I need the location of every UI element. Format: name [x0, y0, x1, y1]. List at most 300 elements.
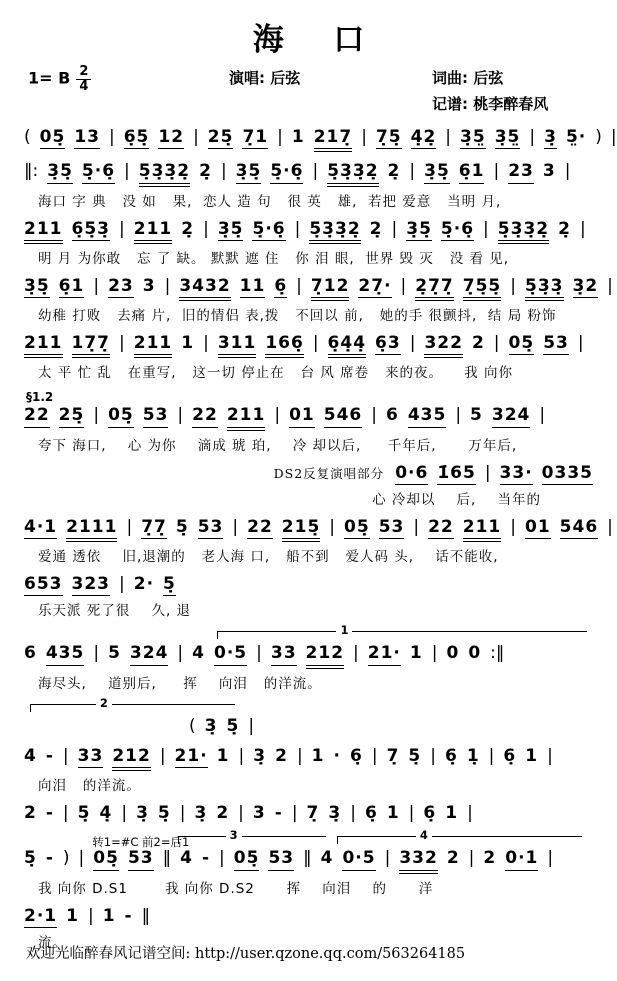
note-group: 3 [252, 803, 266, 823]
note-group: 546 [324, 405, 363, 427]
note-group: 05̣ [40, 127, 66, 149]
note-group: 6 [385, 405, 399, 426]
note-group: 2 [446, 848, 460, 869]
notes-row [24, 643, 593, 668]
note-group: 311 [218, 333, 257, 358]
notes-row [24, 463, 593, 485]
lyrics-row: 乐天派 死了很 久, 退 [38, 603, 192, 620]
barline: | [126, 516, 133, 537]
note-group: 2 [275, 745, 288, 766]
score-line-11 [24, 746, 593, 794]
barline: | [610, 127, 617, 147]
barline: | [238, 803, 244, 823]
note-group: 4̣2̣ [411, 127, 437, 149]
note-group: - [45, 803, 54, 823]
time-signature [76, 65, 91, 93]
barline: | [539, 405, 546, 426]
note-group: 01 [289, 405, 315, 427]
barline: | [408, 803, 415, 823]
note-group: 7̣ [386, 745, 400, 766]
note-group: 3̣5̣ [424, 161, 450, 183]
lyrics-row: 我 向你 D.S1 我 向你 D.S2 挥 向泪 的 洋 [38, 880, 434, 897]
credit-performer [229, 67, 300, 88]
key-signature [28, 65, 91, 93]
barline: | [119, 574, 125, 594]
barline: | [577, 333, 584, 353]
note-group: 4 [320, 848, 334, 869]
note-group: 1 [386, 803, 400, 823]
note-group: 12 [158, 127, 184, 149]
note-group: 5̣·6̣ [441, 219, 474, 241]
notes-row [24, 906, 593, 928]
composer-name: 后弦 [473, 69, 504, 87]
barline: | [312, 161, 319, 182]
volta-number: 4 [416, 829, 432, 842]
barline: | [329, 516, 336, 537]
lyrics-row: 向泪 的洋流。 [38, 778, 141, 794]
note-group: 6̣ [423, 803, 437, 823]
note-group: 53 [543, 333, 569, 355]
notes-row [24, 516, 613, 542]
note-group: 2̣7̣7̣ [415, 276, 454, 301]
note-group: 211 [134, 219, 173, 244]
note-group: 5 [470, 405, 483, 426]
note-group: 322 [424, 333, 463, 358]
barline: ‖ [141, 905, 151, 926]
note-group: 7̣12 [311, 276, 350, 301]
note-group: 05̣ [93, 848, 119, 870]
note-group: 3̣ [328, 803, 342, 823]
key-label: 1= B [28, 68, 71, 88]
lyrics-row: 明 月 为你敢 忘 了 缺。 默默 遮 住 你 泪 眼, 世界 毁 灭 没 看 见, [38, 250, 510, 267]
volta-bracket-2 [30, 695, 235, 712]
note-group: 3̣5̣ [406, 219, 432, 241]
barline: | [219, 848, 225, 869]
note-group: ( [189, 715, 196, 736]
score-line-12 [24, 803, 593, 824]
score-line-8 [24, 574, 593, 619]
note-group: 6̣4̣4̣ [328, 333, 367, 358]
note-group: 0·1 [505, 848, 538, 870]
barline: | [371, 405, 377, 426]
barline: | [203, 218, 209, 239]
barline: | [220, 161, 227, 182]
note-group: 05̣ [509, 333, 535, 355]
volta-number: 1 [336, 624, 352, 637]
barline: | [177, 405, 184, 426]
note-group: - [45, 848, 54, 869]
note-group: 21· [368, 643, 401, 665]
note-group: 6̣5̣ [124, 127, 150, 149]
note-group: 0·5 [214, 643, 247, 665]
barline: | [159, 745, 166, 766]
score-line-2 [24, 219, 593, 267]
note-group: 6̣ [274, 276, 287, 298]
score-line-5 [24, 390, 593, 453]
lyrics-row: 海口 字 典 没 如 果, 恋人 造 句 很 英 雄, 若把 爱意 当明 月, [38, 193, 502, 210]
barline: | [430, 745, 436, 766]
note-group: 1 [181, 333, 195, 353]
note-group: 1 [409, 643, 423, 664]
barline: | [529, 127, 536, 147]
note-group: 5̣ [408, 745, 422, 766]
note-group: 2̣ [558, 218, 571, 239]
note-group: 53 [268, 848, 294, 870]
meta-row [24, 63, 593, 121]
notes-row [24, 275, 613, 301]
barline: | [468, 848, 475, 869]
barline: ‖: [24, 161, 39, 182]
barline: | [467, 803, 473, 823]
note-group: 211 [24, 219, 63, 244]
note-group: 1 [291, 127, 305, 147]
barline: | [108, 127, 115, 147]
barline: | [484, 462, 491, 483]
note-group: 27̣· [358, 276, 391, 298]
note-group: 211 [24, 333, 63, 358]
note-group: 0·5 [342, 848, 375, 870]
note-group: 211 [463, 517, 502, 542]
barline: | [119, 333, 125, 353]
note-group: 5̣3̣3̣2̣ [309, 219, 360, 244]
note-group: 5̣ [77, 803, 91, 823]
note-group: 2 [471, 333, 485, 353]
note-group: 217̣ [314, 127, 353, 152]
note-group: 3̣ [204, 715, 218, 736]
barline: | [291, 803, 298, 823]
barline: | [274, 405, 281, 426]
note-group: 653 [24, 574, 63, 596]
notes-row [24, 219, 593, 244]
barline: | [431, 643, 438, 664]
barline: | [547, 848, 554, 869]
note-group: 5̣·6̣ [252, 219, 285, 241]
note-group: 1 [66, 905, 79, 926]
note-group: 332 [399, 848, 438, 873]
barline: | [409, 161, 416, 182]
note-group: 3̣5̣ [24, 276, 50, 298]
barline: ‖ [303, 848, 312, 869]
notes-row [24, 574, 593, 596]
note-group: 33 [78, 746, 104, 768]
note-group: 3̣ [253, 745, 267, 766]
note-group: 3̣5̤ [460, 127, 486, 149]
barline: | [312, 333, 319, 353]
note-group: 2 [483, 848, 497, 869]
note-group: 0·6 [395, 463, 428, 485]
barline: | [93, 275, 100, 296]
performer-label: 演唱: [229, 69, 265, 87]
note-group: 4·1 [24, 517, 57, 539]
note-group: 212 [112, 746, 151, 771]
note-group: 6̣ [364, 803, 378, 823]
notes-row [24, 333, 593, 358]
modulation-annotation: 转1=#C 前2=后1 [92, 835, 190, 850]
note-group: 23 [508, 161, 534, 183]
score-line-9 [24, 623, 593, 692]
note-group: ) [62, 848, 70, 869]
note-group: 6̣3 [375, 333, 401, 355]
note-group: 5̣ [24, 848, 37, 869]
note-group: 4 [192, 643, 205, 664]
note-group: 3̣5̣ [236, 161, 262, 183]
barline: | [607, 516, 613, 537]
note-group: 435 [408, 405, 447, 427]
note-group: 5̣3̣3̣ [525, 276, 564, 301]
note-group: 7̣ [306, 803, 320, 823]
note-group: 5 [108, 643, 121, 664]
notes-row [189, 716, 593, 737]
note-group: 324 [492, 405, 531, 427]
note-group: 22 [24, 405, 50, 427]
note-group: 5̣3̣3̣2̣ [498, 219, 549, 244]
note-group: 7̣1 [242, 127, 268, 149]
barline: | [384, 848, 391, 869]
note-group: 324 [130, 643, 169, 665]
note-group: 1 [311, 745, 325, 766]
note-group: 215̣ [282, 517, 321, 542]
note-group: 01 [525, 517, 551, 539]
note-group: 7̣5̣ [376, 127, 402, 149]
score-line-7 [24, 516, 613, 565]
note-group: 05̣ [344, 517, 370, 539]
notes-row [24, 746, 593, 771]
barline: | [391, 218, 398, 239]
note-group: 1̣ [466, 745, 480, 766]
note-group: 5̣ [157, 803, 171, 823]
note-group: 323 [72, 574, 111, 596]
note-group: 166̣ [265, 333, 304, 358]
note-group: - [201, 848, 211, 869]
performer-name: 后弦 [270, 69, 301, 87]
ds2-repeat-label: DS2反复演唱部分 [273, 465, 385, 481]
note-group: 5̣·6̣ [82, 161, 115, 183]
notator-label: 记谱: [432, 95, 468, 113]
song-title: 海口 [252, 22, 414, 58]
volta-bracket-4 [337, 828, 582, 844]
barline: | [483, 218, 489, 239]
note-group: 6̣1 [59, 276, 85, 298]
note-group: 6̣5̣3̣ [72, 219, 111, 241]
barline: | [294, 218, 301, 239]
credit-composer [432, 67, 503, 88]
barline: | [62, 803, 69, 823]
note-group: 05̣ [108, 405, 134, 427]
note-group: 4̣ [99, 803, 113, 823]
lyrics-row: 爱通 透依 旧,退潮的 老人海 口, 船不到 爱人码 头, 话不能收, [38, 549, 499, 565]
barline: | [296, 745, 303, 766]
note-group: 3 [542, 161, 556, 182]
barline: | [121, 803, 128, 823]
footer-url: http://user.qzone.qq.com/563264185 [195, 946, 466, 962]
barline: | [256, 643, 262, 664]
note-group: 2111 [66, 517, 117, 542]
note-group: 33 [271, 643, 297, 665]
barline: | [232, 516, 239, 537]
score-line-0 [24, 127, 617, 152]
note-group: 1 [445, 803, 459, 823]
barline: | [238, 745, 245, 766]
barline: | [455, 405, 462, 426]
note-group: 0 [468, 643, 482, 664]
note-group: 1 [216, 745, 230, 766]
note-group: 6 [24, 643, 37, 664]
notes-row [24, 127, 617, 152]
score-line-6 [24, 463, 593, 508]
barline: | [409, 333, 416, 353]
note-group: 1̇65 [437, 463, 476, 485]
score-line-13 [24, 828, 593, 897]
note-group: 3̣5̣ [218, 219, 244, 241]
barline: | [564, 161, 571, 182]
note-group: 212 [306, 643, 345, 668]
meter-denominator: 4 [79, 78, 89, 94]
notes-row [24, 803, 593, 824]
volta-number: 2 [96, 697, 112, 710]
barline: | [493, 333, 500, 353]
note-group: 2 [24, 803, 37, 823]
note-group: 2̣ [181, 218, 195, 239]
volta-number: 3 [226, 829, 242, 842]
lyrics-row: 幼稚 打败 去痛 片, 旧的情侣 表,拨 不回以 前, 她的手 很颤抖, 结 局 粉饰 [38, 308, 557, 324]
barline: | [493, 161, 500, 182]
lyrics-row: 太 平 忙 乱 在重写, 这一切 停止在 台 风 席卷 来的夜。 我 向你 [38, 365, 513, 382]
volta-bracket-3 [178, 828, 326, 844]
note-group: 435 [46, 643, 85, 665]
note-group: 6̣ [349, 745, 363, 766]
barline: | [296, 275, 302, 296]
barline: | [164, 275, 171, 296]
note-group: 05̣ [234, 848, 260, 870]
score-line-4 [24, 333, 593, 381]
note-group: 2 [216, 803, 230, 823]
barline: | [350, 803, 356, 823]
barline: | [488, 745, 495, 766]
barline: :‖ [490, 643, 505, 664]
note-group: 5̤· [565, 127, 587, 147]
barline: | [547, 745, 553, 766]
note-group: 25̣ [208, 127, 234, 149]
note-group: 2̣ [369, 218, 383, 239]
note-group: 2·1 [24, 906, 57, 928]
composer-label: 词曲: [432, 69, 468, 87]
barline: | [413, 516, 420, 537]
note-group: 53 [198, 517, 224, 539]
note-group: 6̣1 [459, 161, 485, 183]
note-group: 5̣3̣3̣2̣ [139, 161, 190, 186]
note-group: 3̣ [136, 803, 149, 823]
note-group: - [124, 905, 133, 926]
note-group: 7̣7̣ [141, 517, 167, 539]
barline: | [510, 275, 516, 296]
barline: | [353, 643, 359, 664]
notes-row [24, 848, 593, 873]
note-group: 3432 [179, 276, 230, 301]
barline: | [78, 848, 85, 869]
note-group: 3 [142, 275, 156, 296]
barline: | [62, 745, 69, 766]
segno-marker: §1.2 [26, 390, 54, 405]
barline: | [179, 803, 186, 823]
note-group: 7̣5̣5̣ [463, 276, 502, 301]
barline: | [607, 275, 613, 296]
volta-bracket-1 [217, 623, 587, 639]
note-group: 5̣3̣3̣2̣ [327, 161, 378, 186]
note-group: 5̣·6̣ [270, 161, 303, 183]
note-group: 21· [175, 746, 208, 768]
note-group: 23 [108, 276, 134, 298]
note-group: 4 [180, 848, 193, 869]
barline: | [193, 127, 199, 147]
note-group: 25̣ [59, 405, 85, 427]
meter-numerator: 2 [76, 65, 91, 80]
score-line-10 [24, 695, 593, 737]
score-line-1 [24, 161, 593, 209]
score-line-3 [24, 275, 613, 324]
barline: | [177, 643, 184, 664]
notator-name: 桃李醉春风 [473, 95, 549, 113]
barline: ‖ [162, 848, 172, 869]
barline: | [124, 161, 130, 182]
note-group: 1 [102, 905, 116, 926]
note-group: · [333, 745, 341, 766]
notes-row [24, 405, 593, 430]
note-group: 3̣ [544, 127, 557, 149]
lyrics-row: 心 冷却以 后, 当年的 [372, 491, 541, 508]
note-group: 11 [240, 276, 266, 298]
note-group: - [274, 803, 283, 823]
barline: | [277, 127, 283, 147]
note-group: 53 [143, 405, 169, 427]
note-group: 53 [379, 517, 405, 539]
barline: | [361, 127, 367, 147]
barline: | [579, 218, 586, 239]
note-group: - [45, 745, 54, 766]
barline: | [93, 405, 100, 426]
note-group: 6̣ [444, 745, 458, 766]
lyrics-row: 海尽头, 道别后, 挥 向泪 的洋流。 [38, 675, 322, 692]
note-group: 5̣ [163, 574, 176, 596]
note-group: 546 [560, 517, 599, 539]
note-group: 0 [446, 643, 460, 664]
barline: | [87, 905, 94, 926]
note-group: 2̣ [199, 161, 212, 182]
note-group: ) [595, 127, 602, 147]
note-group: 5̣ [175, 516, 189, 537]
barline: | [93, 643, 100, 664]
note-group: 6̣ [503, 745, 517, 766]
note-group: 5̣ [226, 715, 240, 736]
note-group: 2̣ [387, 161, 401, 182]
note-group: 3̣2 [573, 276, 599, 298]
footer-text: 欢迎光临醉春风记谱空间: [26, 946, 191, 962]
notes-row [24, 161, 593, 186]
barline: | [510, 516, 516, 537]
credit-notator [432, 93, 548, 114]
score [24, 127, 617, 951]
note-group: 2· [133, 574, 155, 594]
barline: | [400, 275, 407, 296]
lyrics-row: 流。 [38, 934, 67, 951]
note-group: 22 [428, 517, 454, 539]
note-group: 17̣7̣ [72, 333, 111, 358]
note-group: 211 [227, 405, 266, 430]
barline: | [119, 218, 125, 239]
note-group: 3̣ [194, 803, 208, 823]
note-group: 0335 [542, 463, 593, 485]
lyrics-row: 夸下 海口, 心 为你 滴成 琥 珀, 冷 却以后, 千年后, 万年后, [38, 437, 518, 454]
barline: | [248, 715, 255, 736]
